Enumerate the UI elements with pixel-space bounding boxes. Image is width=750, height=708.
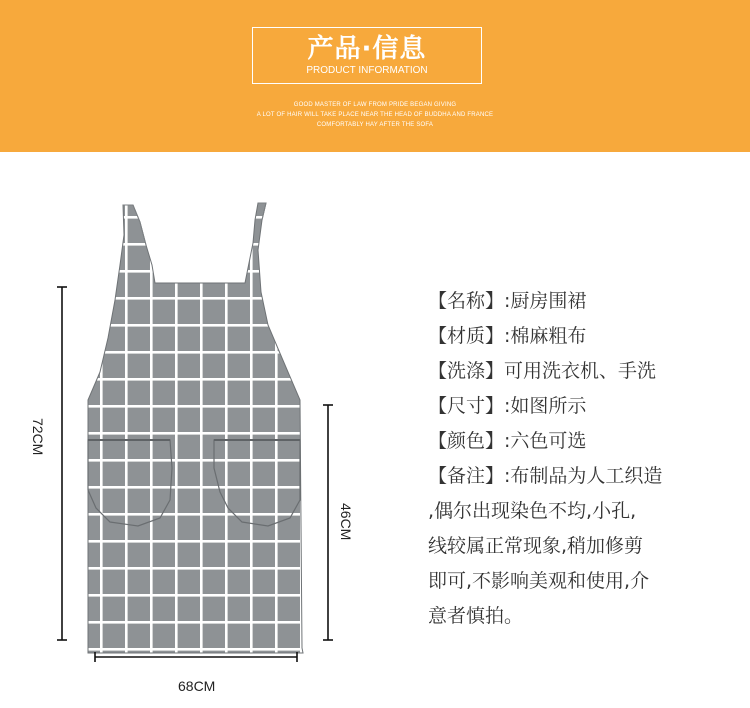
tagline-line-1: GOOD MASTER OF LAW FROM PRIDE BEGAN GIVING	[293, 102, 457, 108]
height-dimension-line	[57, 287, 67, 640]
tagline-line-3: COMFORTABLY HAY AFTER THE SOFA	[316, 122, 434, 128]
spec-list	[428, 284, 738, 634]
spec-note-line-3: 线较属正常现象,稍加修剪	[428, 535, 644, 557]
pocket-height-label: 46CM	[338, 503, 354, 541]
spec-note-line-5: 意者慎拍。	[428, 605, 524, 627]
spec-name: 【名称】:厨房围裙	[428, 290, 587, 312]
spec-material: 【材质】:棉麻粗布	[428, 325, 587, 347]
width-label: 68CM	[178, 678, 216, 694]
spec-note: 【备注】:布制品为人工织造	[428, 465, 663, 487]
page-title: 产品·信息	[307, 34, 427, 64]
apron-left-pocket	[88, 440, 172, 526]
pocket-height-dimension-line	[323, 405, 333, 640]
spec-note-line-2: ,偶尔出现染色不均,小孔,	[428, 500, 637, 522]
apron-body	[80, 195, 310, 665]
spec-washing: 【洗涤】可用洗衣机、手洗	[428, 360, 657, 382]
page-subtitle: PRODUCT INFORMATION	[306, 65, 428, 76]
height-label: 72CM	[30, 418, 46, 456]
spec-size: 【尺寸】:如图所示	[428, 395, 587, 417]
spec-color: 【颜色】:六色可选	[428, 430, 587, 452]
spec-note-line-4: 即可,不影响美观和使用,介	[428, 570, 650, 592]
tagline-line-2: A LOT OF HAIR WILL TAKE PLACE NEAR THE HEAD OF BUDDHA AND FRANCE	[256, 112, 494, 118]
